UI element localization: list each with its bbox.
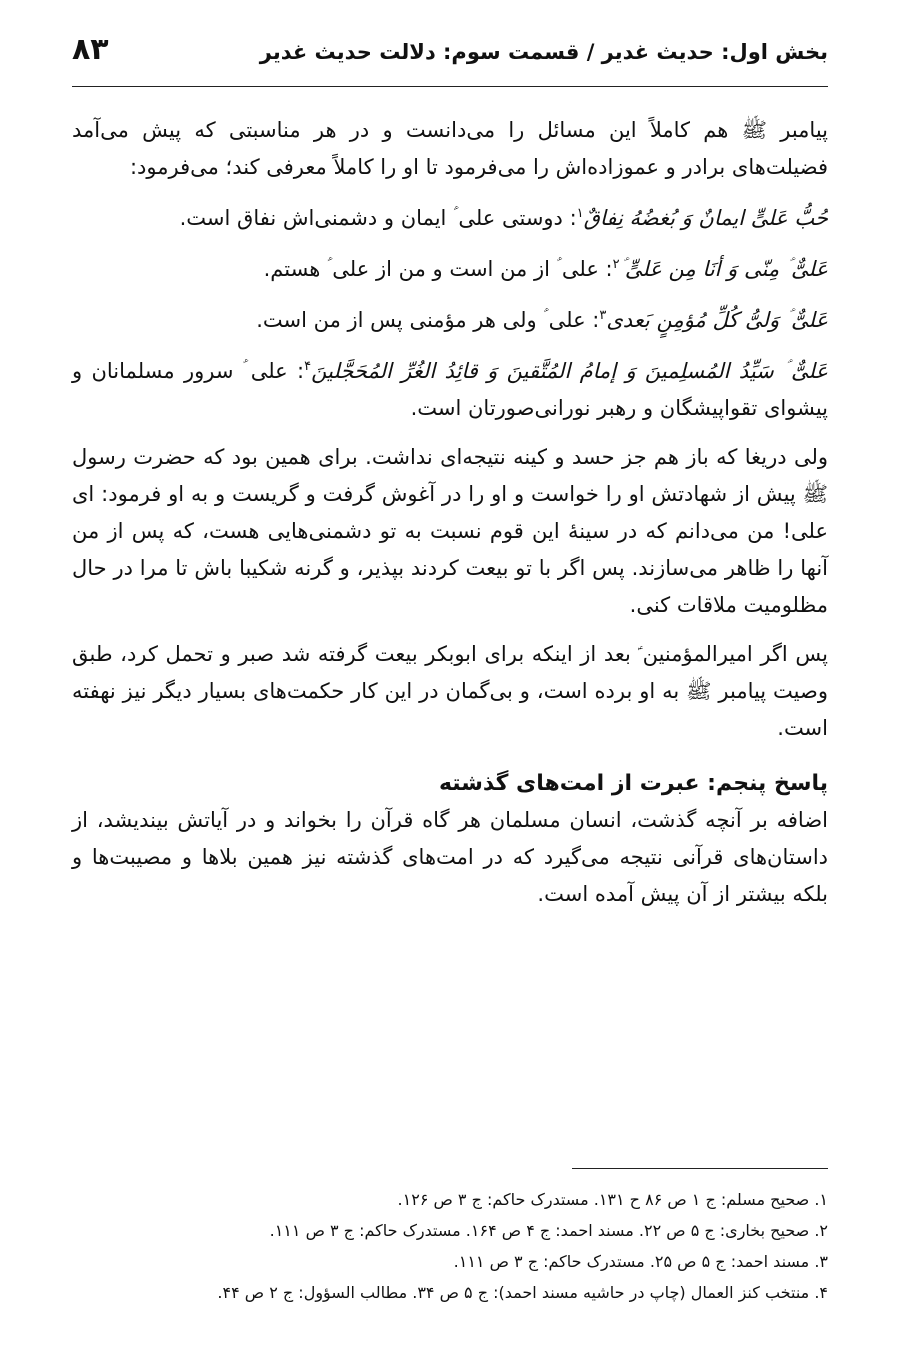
hadith-4-arabic: عَلیٌّ ؑ سَیِّدُ المُسلِمینَ وَ إمامُ المُتَّقینَ وَ قائِدُ الغُرِّ المُحَجَّلینَ bbox=[311, 359, 828, 383]
footnote-ref-3: ۳ bbox=[599, 308, 607, 323]
hadith-2 bbox=[72, 251, 828, 288]
hadith-1-translation: : دوستی علی ؑ ایمان و دشمنی‌اش نفاق است. bbox=[179, 206, 577, 230]
footnote-1: ۱. صحیح مسلم: ج ۱ ص ۸۶ ح ۱۳۱. مستدرک حاکم: ج ۳ ص ۱۲۶. bbox=[397, 1190, 828, 1209]
hadith-1-arabic: حُبُّ عَلیٍّ ایمانٌ وَ بُغضُهُ نِفاقٌ bbox=[583, 206, 828, 230]
footnote-4: ۴. منتخب کنز العمال (چاپ در حاشیه مسند احمد): ج ۵ ص ۳۴. مطالب السؤول: ج ۲ ص ۴۴. bbox=[217, 1283, 828, 1302]
hadith-4 bbox=[72, 353, 828, 427]
hadith-1 bbox=[72, 200, 828, 237]
paragraph-3: پس اگر امیرالمؤمنین ؑ بعد از اینکه برای ابوبکر بیعت گرفته شد صبر و تحمل کرد، طبق وصیت پیامبر ﷺ به او برده است، و بی‌گمان در این کار حکمت‌های بسیار دیگر نیز نهفته است. bbox=[72, 642, 828, 740]
footnotes bbox=[72, 1184, 828, 1308]
hadith-4-translation: : علی ؑ سرور مسلمانان و پیشوای تقواپیشگان و رهبر نورانی‌صورتان است. bbox=[72, 359, 828, 420]
footnote-ref-2: ۲ bbox=[612, 257, 620, 272]
hadith-3 bbox=[72, 302, 828, 339]
hadith-2-arabic: عَلیٌّ ؑ مِنّی وَ أنَا مِن عَلیٍّ ؑ bbox=[619, 257, 828, 281]
main-text bbox=[72, 112, 828, 913]
running-header-title: بخش اول: حدیث غدیر / قسمت سوم: دلالت حدیث غدیر bbox=[259, 40, 828, 64]
header-divider bbox=[72, 86, 828, 87]
paragraph-2: ولی دریغا که باز هم جز حسد و کینه نتیجه‌ای نداشت. برای همین بود که حضرت رسول ﷺ پیش از شهادتش او را خواست و او را در آغوش گرفت و گریست و به او فرمود: ای علی! من می‌دانم که در سینهٔ این قوم نسبت به تو دشمنی‌هایی هست، که پس از من آنها را ظاهر می‌سازند. پس اگر با تو بیعت کردند بپذیر، و گرنه شکیبا باش تا مرا در حال مظلومیت ملاقات کنی. bbox=[72, 445, 828, 617]
intro-paragraph: پیامبر ﷺ هم کاملاً این مسائل را می‌دانست و در هر مناسبتی که پیش می‌آمد فضیلت‌های برادر و عموزاده‌اش را می‌فرمود تا او را کاملاً معرفی کند؛ می‌فرمود: bbox=[72, 118, 828, 179]
footnote-divider bbox=[572, 1168, 828, 1169]
footnote-3: ۳. مسند احمد: ج ۵ ص ۲۵. مستدرک حاکم: ج ۳ ص ۱۱۱. bbox=[453, 1252, 828, 1271]
page-number: ۸۳ bbox=[72, 32, 109, 67]
paragraph-4: اضافه بر آنچه گذشت، انسان مسلمان هر گاه قرآن را بخواند و در آیاتش بیندیشد، از داستان‌های قرآنی نتیجه می‌گیرد که در امت‌های گذشته نیز همین بلاها و مصیبت‌ها و بلکه بیشتر از آن پیش آمده است. bbox=[72, 808, 828, 906]
hadith-3-arabic: عَلیٌّ ؑ وَلیُّ کُلِّ مُؤمِنٍ بَعدی bbox=[606, 308, 828, 332]
footnote-2: ۲. صحیح بخاری: ج ۵ ص ۲۲. مسند احمد: ج ۴ ص ۱۶۴. مستدرک حاکم: ج ۳ ص ۱۱۱. bbox=[269, 1221, 828, 1240]
section-title: پاسخ پنجم: عبرت از امت‌های گذشته bbox=[438, 771, 828, 796]
footnote-ref-4: ۴ bbox=[304, 359, 312, 374]
hadith-2-translation: : علی ؑ از من است و من از علی ؑ هستم. bbox=[263, 257, 613, 281]
footnote-ref-1: ۱ bbox=[576, 206, 584, 221]
running-header bbox=[72, 34, 828, 86]
hadith-3-translation: : علی ؑ ولی هر مؤمنی پس از من است. bbox=[256, 308, 600, 332]
